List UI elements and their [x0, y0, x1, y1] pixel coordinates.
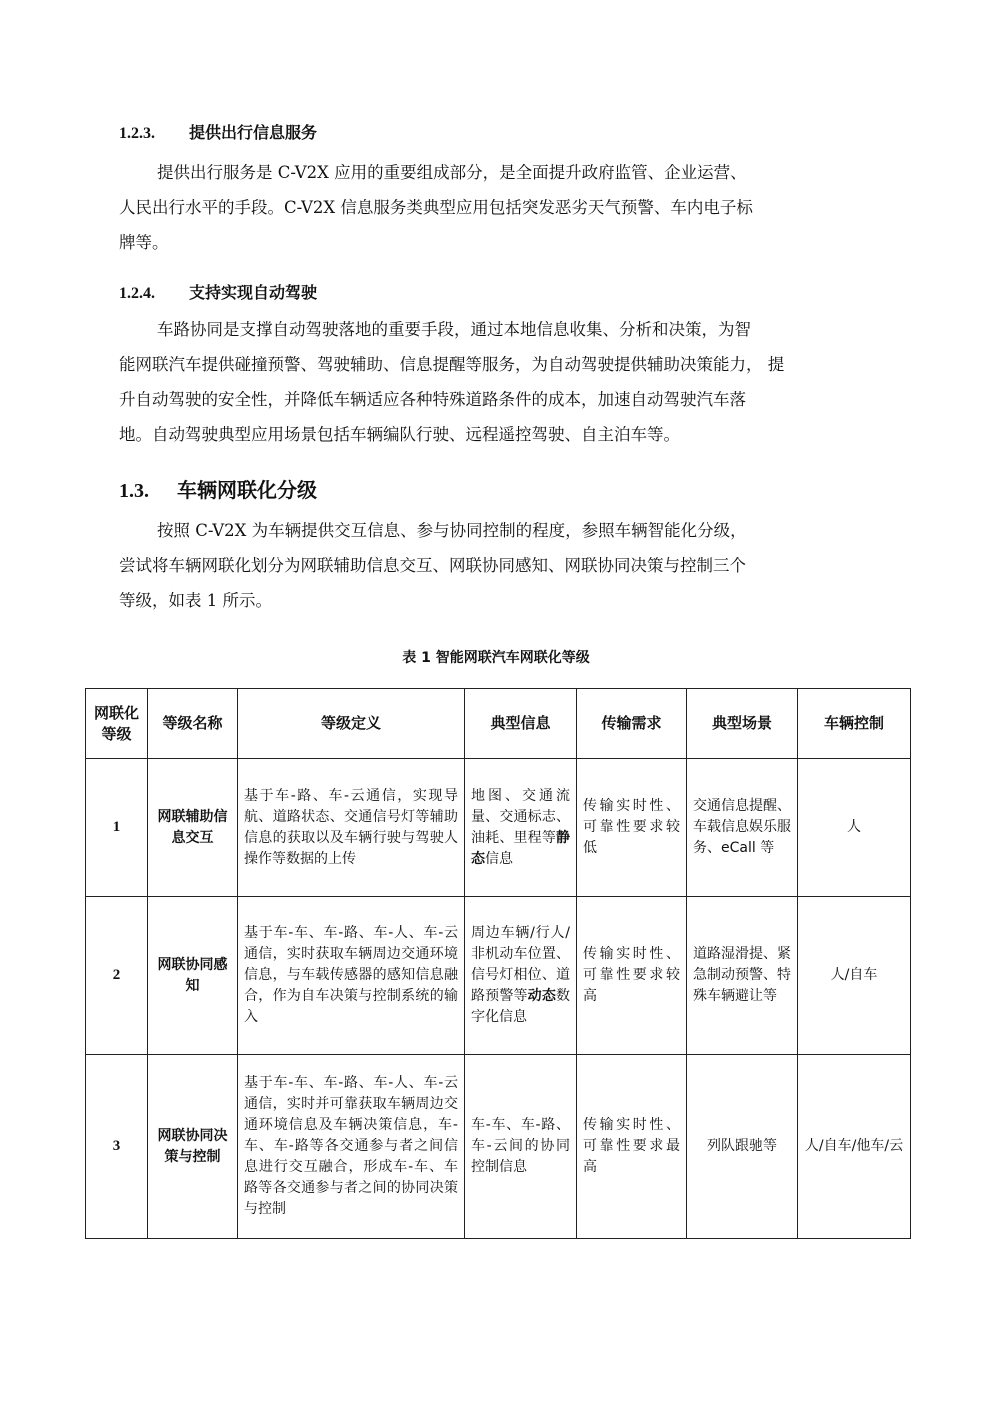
info-emphasis: 静态: [471, 829, 570, 867]
paragraph-line: 提供出行服务是 C-V2X 应用的重要组成部分，是全面提升政府监管、企业运营、: [157, 163, 747, 182]
typical-info-cell: [465, 897, 577, 1055]
grade-name-cell: 网联协同感知: [148, 897, 238, 1055]
paragraph-line: 地。自动驾驶典型应用场景包括车辆编队行驶、远程遥控驾驶、自主泊车等。: [119, 425, 680, 444]
section-number: 1.2.3.: [119, 125, 155, 142]
paragraph-1-2-3: [119, 155, 879, 260]
table-header-row: [86, 689, 911, 759]
transmission-cell: 传输实时性、可靠性要求较低: [577, 759, 687, 897]
info-emphasis: 动态: [527, 988, 557, 1004]
transmission-cell: 传输实时性、可靠性要求最高: [577, 1055, 687, 1239]
section-number: 1.2.4.: [119, 285, 155, 302]
transmission-cell: 传输实时性、可靠性要求较高: [577, 897, 687, 1055]
section-title: 提供出行信息服务: [189, 123, 318, 142]
table-row: [86, 897, 911, 1055]
info-text: 车-车、车-路、车-云间的协同控制信息: [471, 1117, 570, 1175]
section-title: 车辆网联化分级: [177, 478, 317, 502]
section-heading-1-2-3: [119, 120, 317, 143]
header-cell: 典型信息: [465, 689, 577, 759]
paragraph-line: 能网联汽车提供碰撞预警、驾驶辅助、信息提醒等服务，为自动驾驶提供辅助决策能力， 提: [119, 355, 785, 374]
scenario-cell: 列队跟驰等: [687, 1055, 798, 1239]
header-cell: 网联化等级: [86, 689, 148, 759]
section-title: 支持实现自动驾驶: [189, 283, 318, 302]
control-cell: 人/自车: [798, 897, 911, 1055]
typical-info-cell: [465, 1055, 577, 1239]
info-text: 周边车辆/行人/非机动车位置、信号灯相位、道路预警等: [471, 925, 570, 1004]
table-row: [86, 759, 911, 897]
section-heading-1-3: [119, 474, 317, 503]
paragraph-1-3: [119, 513, 879, 618]
definition-cell: 基于车-路、车-云通信，实现导航、道路状态、交通信号灯等辅助信息的获取以及车辆行驶与驾驶人操作等数据的上传: [238, 759, 465, 897]
level-cell: 3: [86, 1055, 148, 1239]
header-cell: 典型场景: [687, 689, 798, 759]
definition-cell: 基于车-车、车-路、车-人、车-云通信，实时并可靠获取车辆周边交通环境信息及车辆决策信息，车-车、车-路等各交通参与者之间信息进行交互融合，形成车-车、车路等各交通参与者之间的协同决策与控制: [238, 1055, 465, 1239]
paragraph-line: 按照 C-V2X 为车辆提供交互信息、参与协同控制的程度，参照车辆智能化分级，: [157, 521, 747, 540]
typical-info-cell: [465, 759, 577, 897]
grade-name-cell: 网联协同决策与控制: [148, 1055, 238, 1239]
section-heading-1-2-4: [119, 280, 317, 303]
grade-table: [85, 688, 911, 1239]
paragraph-line: 尝试将车辆网联化划分为网联辅助信息交互、网联协同感知、网联协同决策与控制三个: [119, 556, 746, 575]
table-row: [86, 1055, 911, 1239]
table-caption: 表 1 智能网联汽车网联化等级: [402, 650, 590, 666]
control-cell: 人: [798, 759, 911, 897]
grade-name-cell: 网联辅助信息交互: [148, 759, 238, 897]
header-cell: 等级定义: [238, 689, 465, 759]
info-text: 地图、交通流量、交通标志、油耗、里程等: [471, 787, 570, 846]
scenario-cell: 交通信息提醒、车载信息娱乐服务、eCall 等: [687, 759, 798, 897]
header-cell: 等级名称: [148, 689, 238, 759]
definition-cell: 基于车-车、车-路、车-人、车-云通信，实时获取车辆周边交通环境信息，与车载传感器的感知信息融合，作为自车决策与控制系统的输入: [238, 897, 465, 1055]
paragraph-line: 牌等。: [119, 233, 169, 252]
info-text: 信息: [485, 850, 513, 867]
paragraph-line: 升自动驾驶的安全性，并降低车辆适应各种特殊道路条件的成本，加速自动驾驶汽车落: [119, 390, 746, 409]
info-text: 数字化信息: [471, 988, 571, 1025]
level-cell: 1: [86, 759, 148, 897]
paragraph-line: 人民出行水平的手段。C-V2X 信息服务类典型应用包括突发恶劣天气预警、车内电子标: [119, 198, 753, 217]
scenario-cell: 道路湿滑提、紧急制动预警、特殊车辆避让等: [687, 897, 798, 1055]
paragraph-line: 等级，如表 1 所示。: [119, 591, 272, 610]
header-cell: 传输需求: [577, 689, 687, 759]
level-cell: 2: [86, 897, 148, 1055]
paragraph-1-2-4: [119, 312, 879, 452]
header-cell: 车辆控制: [798, 689, 911, 759]
control-cell: 人/自车/他车/云: [798, 1055, 911, 1239]
section-number: 1.3.: [119, 480, 149, 502]
paragraph-line: 车路协同是支撑自动驾驶落地的重要手段，通过本地信息收集、分析和决策，为智: [157, 320, 751, 339]
